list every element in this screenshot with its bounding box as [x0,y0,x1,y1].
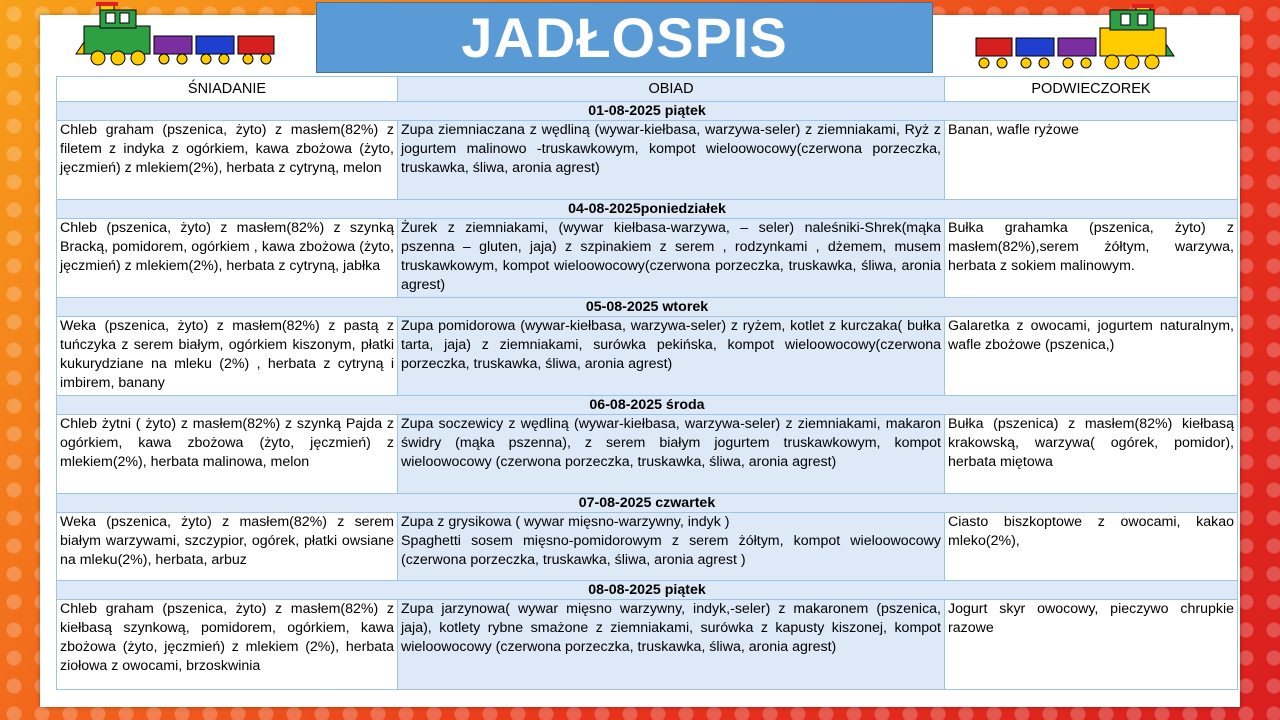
snack-cell: Jogurt skyr owocowy, pieczywo chrupkie razowe [945,600,1238,690]
menu-table [56,76,1238,690]
meal-row [57,600,1238,690]
day-date: 08-08-2025 piątek [57,581,1238,600]
day-row [57,494,1238,513]
snack-cell: Banan, wafle ryżowe [945,121,1238,200]
day-row [57,102,1238,121]
lunch-cell [398,513,945,581]
breakfast-cell: Chleb graham (pszenica, żyto) z masłem(82%) z filetem z indyka z ogórkiem, kawa zbożowa (żyto, jęczmień) z mlekiem(2%), herbata z cytryną, melon [57,121,398,200]
snack-cell: Galaretka z owocami, jogurtem naturalnym, wafle zbożowe (pszenica,) [945,317,1238,396]
breakfast-cell: Chleb graham (pszenica, żyto) z masłem(82%) z kiełbasą szynkową, pomidorem, ogórkiem, kawa zbożowa (żyto, jęczmień) z mlekiem (2%), herbata ziołowa z owocami, brzoskwinia [57,600,398,690]
meal-row [57,219,1238,298]
col-header-snack: PODWIECZOREK [945,77,1238,102]
snack-cell: Bułka grahamka (pszenica, żyto) z masłem(82%),serem żółtym, warzywa, herbata z sokiem malinowym. [945,219,1238,298]
day-row [57,396,1238,415]
meal-row [57,121,1238,200]
snack-cell: Ciasto biszkoptowe z owocami, kakao mleko(2%), [945,513,1238,581]
meal-row [57,415,1238,494]
day-row [57,298,1238,317]
col-header-breakfast: ŚNIADANIE [57,77,398,102]
col-header-lunch: OBIAD [398,77,945,102]
page-title: JADŁOSPIS [461,5,788,69]
breakfast-cell: Weka (pszenica, żyto) z masłem(82%) z serem białym warzywami, szczypior, ogórek, płatki owsiane na mleku(2%), herbata, arbuz [57,513,398,581]
meal-row [57,317,1238,396]
breakfast-cell: Chleb (pszenica, żyto) z masłem(82%) z szynką Bracką, pomidorem, ogórkiem , kawa zbożowa (żyto, jęczmień) z mlekiem(2%), herbata z cytryną, jabłka [57,219,398,298]
snack-cell: Bułka (pszenica) z masłem(82%) kiełbasą krakowską, warzywa( ogórek, pomidor), herbata miętowa [945,415,1238,494]
breakfast-cell: Chleb żytni ( żyto) z masłem(82%) z szynką Pajda z ogórkiem, kawa zbożowa (żyto, jęczmień) z mlekiem(2%), herbata malinowa, melon [57,415,398,494]
lunch-cell: Zupa soczewicy z wędliną (wywar-kiełbasa, warzywa-seler) z ziemniakami, makaron świdry (mąka pszenna), z serem białym jogurtem truskawkowym, kompot wieloowocowy (czerwona porzeczka, truskawka, śliwa, aronia agrest) [398,415,945,494]
title-banner [316,2,933,73]
train-left-icon [70,2,275,66]
day-date: 07-08-2025 czwartek [57,494,1238,513]
day-row [57,200,1238,219]
lunch-line: Spaghetti sosem mięsno-pomidorowym z serem żółtym, kompot wieloowocowy (czerwona porzeczka, truskawka, śliwa, aronia agrest ) [401,533,941,568]
lunch-cell: Żurek z ziemniakami, (wywar kiełbasa-warzywa, – seler) naleśniki-Shrek(mąka pszenna – gluten, jaja) z szpinakiem z serem , rodzynkami , dżemem, musem truskawkowym, kompot wieloowocowy(czerwona porzeczka, truskawka, śliwa, aronia agrest) [398,219,945,298]
breakfast-cell: Weka (pszenica, żyto) z masłem(82%) z pastą z tuńczyka z serem białym, ogórkiem kiszonym, płatki kukurydziane na mleku (2%) , herbata z cytryną i imbirem, banany [57,317,398,396]
day-date: 04-08-2025poniedziałek [57,200,1238,219]
header-row [57,77,1238,102]
lunch-cell: Zupa pomidorowa (wywar-kiełbasa, warzywa-seler) z ryżem, kotlet z kurczaka( bułka tarta, jaja) z ziemniakami, surówka pekińska, kompot wieloowocowy(czerwona porzeczka, truskawka, śliwa, aronia agrest) [398,317,945,396]
day-row [57,581,1238,600]
train-right-icon [975,2,1180,72]
meal-row [57,513,1238,581]
lunch-cell: Zupa jarzynowa( wywar mięsno warzywny, indyk,-seler) z makaronem (pszenica, jaja), kotlety rybne smażone z ziemniakami, surówka z kapusty kiszonej, kompot wieloowocowy (czerwona porzeczka, truskawka, śliwa, aronia agrest) [398,600,945,690]
day-date: 06-08-2025 środa [57,396,1238,415]
day-date: 01-08-2025 piątek [57,102,1238,121]
lunch-cell: Zupa ziemniaczana z wędliną (wywar-kiełbasa, warzywa-seler) z ziemniakami, Ryż z jogurtem malinowo -truskawkowym, kompot wieloowocowy(czerwona porzeczka, truskawka, śliwa, aronia agrest) [398,121,945,200]
day-date: 05-08-2025 wtorek [57,298,1238,317]
lunch-line: Zupa z grysikowa ( wywar mięsno-warzywny, indyk ) [401,514,730,530]
